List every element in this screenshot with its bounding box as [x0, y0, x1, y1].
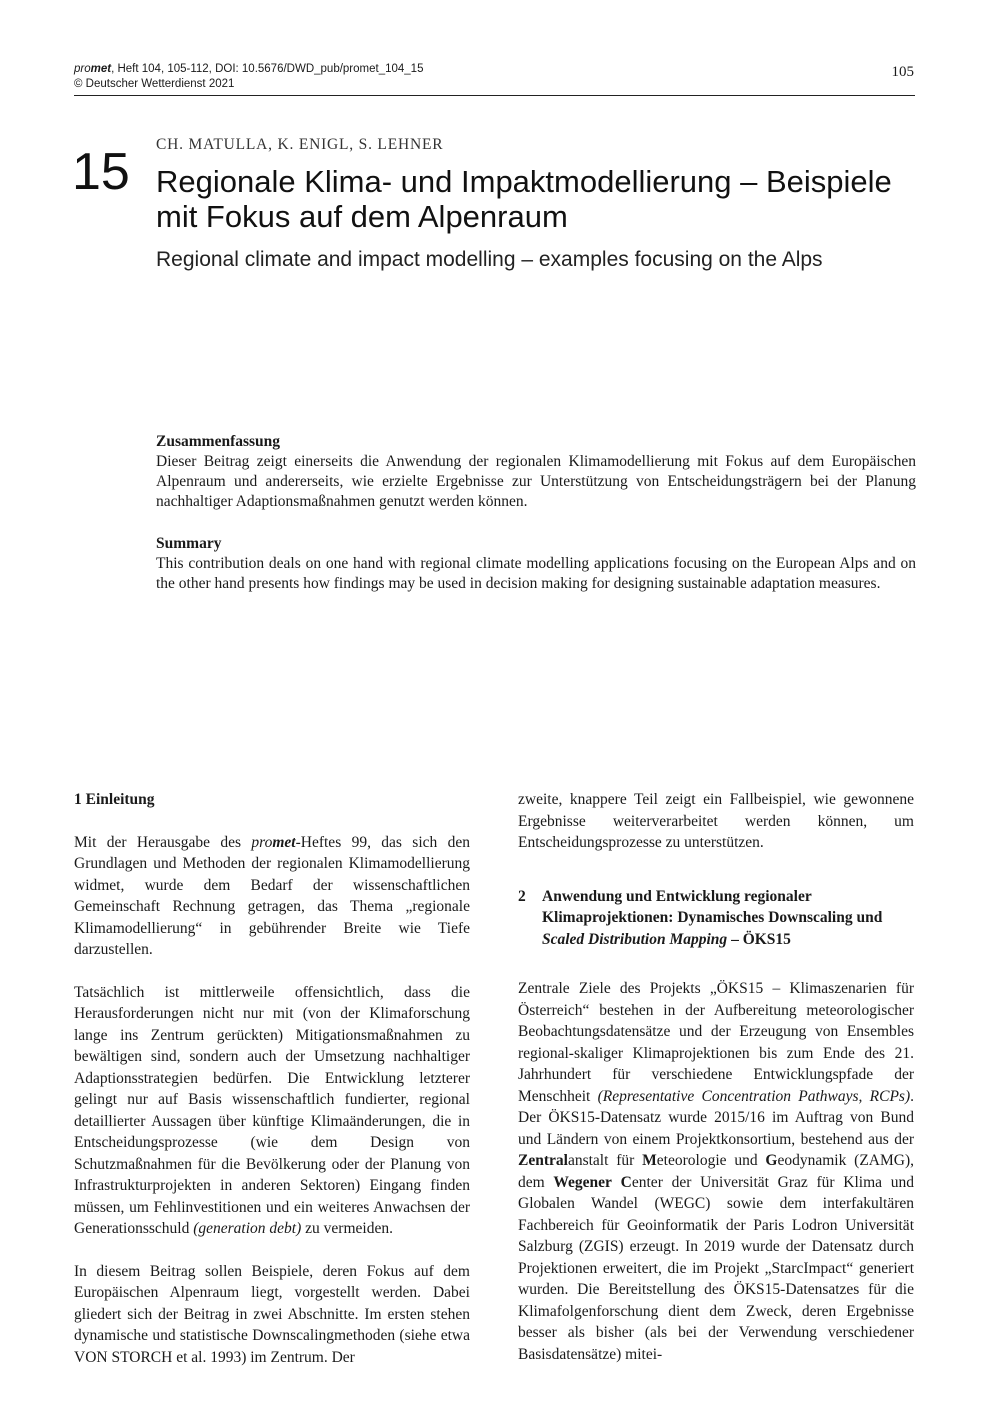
copyright-line: © Deutscher Wetterdienst 2021	[74, 78, 235, 90]
article-title: Regionale Klima- und Impaktmodellierung – Beispiele mit Fokus auf dem Alpenraum	[156, 164, 892, 234]
abstract-english	[156, 534, 916, 594]
citation-line: promet, Heft 104, 105-112, DOI: 10.5676/DWD_pub/promet_104_15	[74, 63, 424, 75]
abstract-english-heading: Summary	[156, 535, 222, 552]
right-column	[518, 789, 914, 1365]
section-1-paragraph-1: Mit der Herausgabe des promet-Heftes 99, das sich den Grundlagen und Methoden der regionalen Klimamodellierung widmet, wurde dem Bedarf der wissenschaftlichen Gemeinschaft Rechnung getragen, das Thema „regionale Klimamodellierung“ in gebührender Breite wie Tiefe darzustellen.	[74, 833, 470, 958]
section-2-paragraph-1: Zentrale Ziele des Projekts „ÖKS15 – Klimaszenarien für Österreich“ bestehen in der Aufbereitung meteorologischer Beobachtungsdatensätze und der Erzeugung von Ensembles regional-skaliger Klimaprojektionen bis zum Ende des 21. Jahrhundert für verschiedene Entwicklungspfade der Menschheit (Representative Concentration Pathways, RCPs). Der ÖKS15-Datensatz wurde 2015/16 im Auftrag von Bund und Ländern von einem Projektkonsortium, bestehend aus der Zentralanstalt für Meteorologie und Geodynamik (ZAMG), dem Wegener Center der Universität Graz für Klima und Globalen Wandel (WEGC) sowie dem interfakultären Fachbereich für Geoinformatik der Paris Lodron Universität Salzburg (ZGIS) erzeugt. In 2019 wurde der Datensatz durch Projektionen erweitert, die im Projekt „StarcImpact“ generiert wurden. Die Bereitstellung des ÖKS15-Datensatzes für die Klimafolgenforschung dient dem Zweck, deren Ergebnisse besser als bisher (als bei der Verwendung verschiedener Basisdatensätze) mitei-	[518, 980, 914, 1363]
section-2-heading-text: Anwendung und Entwicklung regionaler Klimaprojektionen: Dynamisches Downscaling und Scaled Distribution Mapping – ÖKS15	[542, 887, 883, 948]
abstract-german-text: Dieser Beitrag zeigt einerseits die Anwendung der regionalen Klimamodellierung mit Fokus auf dem Europäischen Alpenraum und andererseits, wie erzielte Ergebnisse zur Unterstützung von Entscheidungsträgern bei der Planung nachhaltiger Adaptionsmaßnahmen genutzt werden können.	[156, 453, 916, 510]
chapter-number: 15	[72, 143, 130, 201]
section-2-heading	[518, 886, 914, 951]
abstract-german	[156, 432, 916, 512]
section-1-paragraph-3-continued: zweite, knappere Teil zeigt ein Fallbeispiel, wie gewonnene Ergebnisse weiterverarbeitet werden können, um Entscheidungsprozesse zu unterstützen.	[518, 791, 914, 851]
left-column	[74, 789, 470, 1368]
section-2-number: 2	[518, 887, 526, 905]
abstract-german-heading: Zusammenfassung	[156, 433, 281, 450]
journal-name: promet	[74, 63, 112, 75]
section-1-paragraph-3: In diesem Beitrag sollen Beispiele, deren Fokus auf dem Europäischen Alpenraum liegt, vorgestellt werden. Dabei gliedert sich der Beitrag in zwei Abschnitte. Im ersten stehen dynamische und statistische Downscalingmethoden (siehe etwa VON STORCH et al. 1993) im Zentrum. Der	[74, 1262, 470, 1366]
header-divider	[74, 95, 915, 96]
section-1-heading: 1 Einleitung	[74, 791, 155, 808]
article-subtitle: Regional climate and impact modelling – examples focusing on the Alps	[156, 248, 823, 271]
authors: CH. MATULLA, K. ENIGL, S. LEHNER	[156, 136, 444, 153]
abstract-english-text: This contribution deals on one hand with regional climate modelling applications focusing on the European Alps and on the other hand presents how findings may be used in decision making for designing sustainable adaptation measures.	[156, 555, 916, 592]
page-number: 105	[891, 64, 914, 80]
section-1-paragraph-2: Tatsächlich ist mittlerweile offensichtlich, dass die Herausforderungen nicht nur mit (von der Klimaforschung lange ins Zentrum gerückten) Mitigationsmaßnahmen zu bewältigen sind, sondern auch der Umsetzung nachhaltiger Adaptionsstrategien bedürfen. Die Entwicklung letzterer gelingt nur auf Basis wissenschaftlich fundierter, regional detaillierter Aussagen über künftige Klimaänderungen, die in Entscheidungsprozesse (wie dem Design von Schutzmaßnahmen für die Bevölkerung oder der Planung von Infrastrukturprojekten in anderen Sektoren) Eingang finden müssen, um Fehlinvestitionen und ein weiteres Anwachsen der Generationsschuld (generation debt) zu vermeiden.	[74, 983, 470, 1237]
citation-header	[74, 62, 423, 92]
